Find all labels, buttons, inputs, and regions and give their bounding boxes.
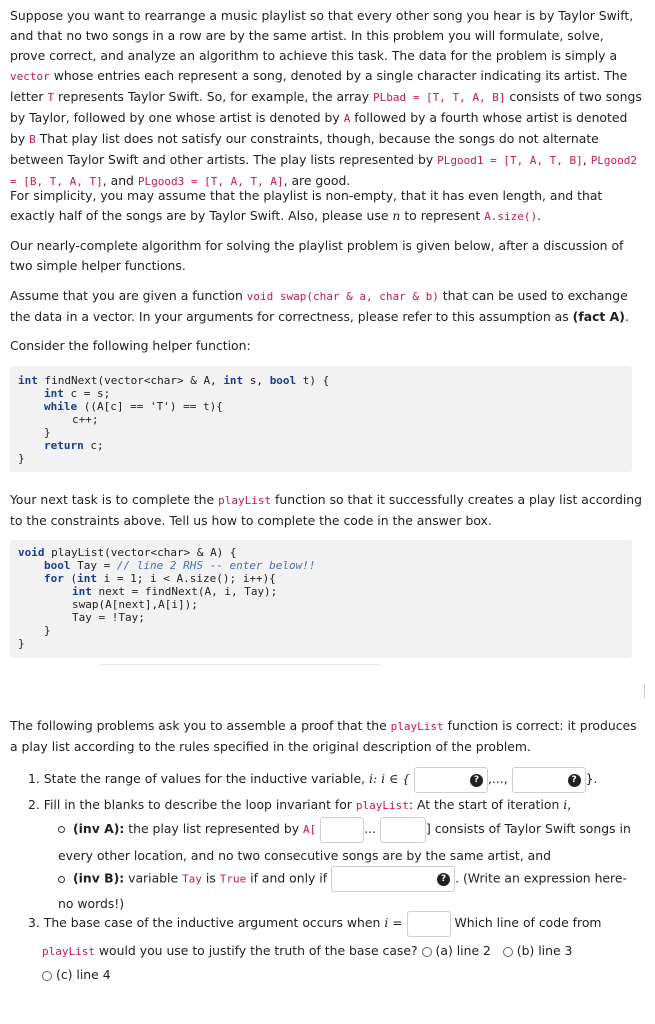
code-line: } [18, 452, 25, 465]
intro-paragraph: Suppose you want to rearrange a music playlist so that every other song you hear is by Taylor Swift, and that no two songs in a row are by the same artist. In this problem you will formulate, solve, prove correct, and analyze an algorithm to achieve this task. The data for the problem is simply a vector whose entries each represent a song, denoted by a single character indicating its artist. The letter T represents Taylor Swift. So, for example, the array PLbad = [T, T, A, B] consists of two songs by Taylor, followed by one whose artist is denoted by A followed by a fourth whose artist is denoted by B That play list does not satisfy our constraints, though, because the songs do not alternate between Taylor Swift and other artists. The play lists represented by PLgood1 = [T, A, T, B], PLgood2 = [B, T, A, T], and PLgood3 = [T, A, T, A], are good. [10, 8, 642, 188]
help-icon[interactable]: ? [437, 873, 450, 886]
code-playlist: playList [390, 720, 444, 733]
option-a-label[interactable]: (a) line 2 [435, 943, 491, 958]
math-range: i: i ∈ { [369, 771, 410, 786]
code-A: A [343, 112, 351, 125]
divider-line [100, 664, 380, 665]
algorithm-intro: Our nearly-complete algorithm for solving the playlist problem is given below, after a discussion of two simple helper functions. [10, 238, 624, 273]
code-plgood1: PLgood1 = [T, A, T, B] [437, 154, 583, 167]
swap-paragraph [10, 286, 642, 327]
code-swap: void swap(char & a, char & b) [246, 290, 439, 303]
proof-intro [10, 716, 642, 757]
question-text: 1. State the range of values for the inductive variable, [28, 771, 369, 786]
code-tay: Tay [182, 872, 202, 886]
ellipsis: ,..., [487, 771, 508, 786]
code-a-bracket: A[ [302, 823, 317, 836]
brace-close: }. [585, 771, 598, 786]
inv-b-label: (inv B): [73, 870, 125, 886]
code-line: void playList(vector<char> & A) { [18, 546, 237, 559]
question-3 [28, 910, 638, 937]
para-text: For simplicity, you may assume that the playlist is non-empty, that it has even length, and that exactly half of the songs are by Taylor Swift. Also, please use [10, 188, 603, 223]
para-text: to represent [400, 208, 485, 223]
bullet-icon [58, 876, 65, 883]
code-line: } [44, 624, 51, 637]
task-paragraph [10, 490, 642, 531]
question-text: variable [124, 870, 183, 886]
radio-option-a[interactable] [422, 947, 432, 957]
code-vector: vector [10, 70, 50, 83]
code-line: Tay = !Tay; [72, 611, 145, 624]
para-text: Your next task is to complete the [10, 492, 219, 507]
code-line: } [18, 637, 25, 650]
question-text: Which line of code from [454, 915, 602, 930]
invariant-a [58, 816, 638, 869]
para-text: . [624, 309, 629, 324]
intro-text: That play list does not satisfy our constraints, though, because the songs do not alternate between Taylor Swift and other artists. The play lists represented by [10, 131, 599, 167]
code-line: int c = s; [44, 387, 111, 400]
code-line: return c; [44, 439, 104, 452]
code-asize: A.size() [484, 210, 538, 223]
intro-text: , are good. [283, 173, 351, 188]
code-playlist: playList [218, 494, 272, 507]
question-text: the play list represented by [124, 821, 303, 836]
question-text: : At the start of iteration [408, 797, 564, 812]
base-case-input[interactable] [407, 911, 451, 937]
math-n: n [392, 208, 401, 223]
question-text: 3. The base case of the inductive argument occurs when [28, 915, 385, 930]
question-text: is [201, 870, 220, 886]
inv-a-end-input[interactable] [380, 817, 426, 843]
para-text: function is correct: it produces a play list according to the rules specified in the original description of the problem. [10, 718, 637, 754]
code-block-findnext [10, 366, 632, 472]
code-line: bool Tay = // line 2 RHS -- enter below!! [44, 559, 316, 572]
helper-intro: Consider the following helper function: [10, 338, 251, 353]
intro-text: consists of two songs by Taylor, followed by one whose artist is denoted by [10, 89, 642, 125]
para-text: . [537, 208, 542, 223]
math-i: i [563, 797, 568, 812]
code-plgood2: PLgood2 = [B, T, A, T] [10, 154, 638, 188]
inv-a-start-input[interactable] [320, 817, 364, 843]
help-icon[interactable]: ? [470, 774, 483, 787]
code-line: while ((A[c] == 'T') == t){ [44, 400, 223, 413]
intro-text: followed by a fourth whose artist is denoted by [10, 110, 628, 146]
question-3-options [42, 966, 642, 984]
code-line: swap(A[next],A[i]); [72, 598, 198, 611]
question-text: ] consists of Taylor Swift songs in every other location, and no two consecutive songs are by the same artist, and [58, 821, 631, 863]
intro-text: Suppose you want to rearrange a music playlist so that every other song you hear is by Taylor Swift, and that no two songs in a row are by the same artist. In this problem you will formulate, solve, prove correct, and analyze an algorithm to achieve this task. The data for the problem is simply a [10, 8, 634, 63]
range-start-input[interactable] [414, 767, 488, 793]
code-block-playlist [10, 540, 632, 658]
para-text: The following problems ask you to assemble a proof that the [10, 718, 391, 733]
para-text: that can be used to exchange the data in a vector. In your arguments for correctness, please refer to this assumption as [10, 288, 628, 324]
invariant-b [58, 866, 638, 916]
assumption-paragraph [10, 186, 642, 227]
math-i-eq: i = [384, 915, 403, 930]
question-text: , [567, 797, 572, 812]
code-line: for (int i = 1; i < A.size(); i++){ [44, 572, 276, 585]
question-1 [28, 766, 655, 793]
option-b-label[interactable]: (b) line 3 [516, 943, 573, 958]
inv-b-expression-input[interactable] [331, 866, 455, 892]
option-c-label[interactable]: (c) line 4 [56, 967, 111, 982]
range-end-input[interactable] [512, 767, 586, 793]
radio-option-b[interactable] [503, 947, 513, 957]
question-text: 2. Fill in the blanks to describe the loop invariant for [28, 797, 356, 812]
code-B: B [29, 133, 36, 146]
question-text: if and only if [246, 870, 328, 886]
code-line: c++; [72, 413, 99, 426]
code-line: int next = findNext(A, i, Tay); [72, 585, 278, 598]
ellipsis: ... [364, 821, 377, 836]
code-line: int findNext(vector<char> & A, int s, bool t) { [18, 374, 330, 387]
code-plbad: PLbad = [T, T, A, B] [372, 91, 506, 104]
question-text: would you use to justify the truth of the base case? [94, 943, 418, 958]
intro-text: , and [102, 173, 138, 188]
radio-option-c[interactable] [42, 971, 52, 981]
inv-a-label: (inv A): [73, 821, 125, 836]
question-text: . (Write an expression here-no words!) [58, 870, 627, 911]
question-3-cont [42, 942, 642, 961]
help-icon[interactable]: ? [568, 774, 581, 787]
para-text: Assume that you are given a function [10, 288, 247, 303]
code-plgood3: PLgood3 = [T, A, T, A] [137, 175, 284, 188]
intro-text: whose entries each represent a song, denoted by a single character indicating its artist. The letter [10, 68, 628, 104]
question-2 [28, 795, 655, 816]
divider-line [644, 684, 645, 698]
para-text: function so that it successfully creates a play list according to the constraints above. Tell us how to complete the code in the answer box. [10, 492, 643, 528]
code-T: T [47, 91, 55, 104]
code-playlist: playList [42, 945, 95, 958]
bullet-icon [58, 826, 65, 833]
code-line: } [44, 426, 51, 439]
code-playlist: playList [355, 799, 409, 812]
code-true: True [219, 872, 247, 886]
intro-text: represents Taylor Swift. So, for example, the array [54, 89, 373, 104]
fact-a: (fact A) [572, 309, 625, 324]
